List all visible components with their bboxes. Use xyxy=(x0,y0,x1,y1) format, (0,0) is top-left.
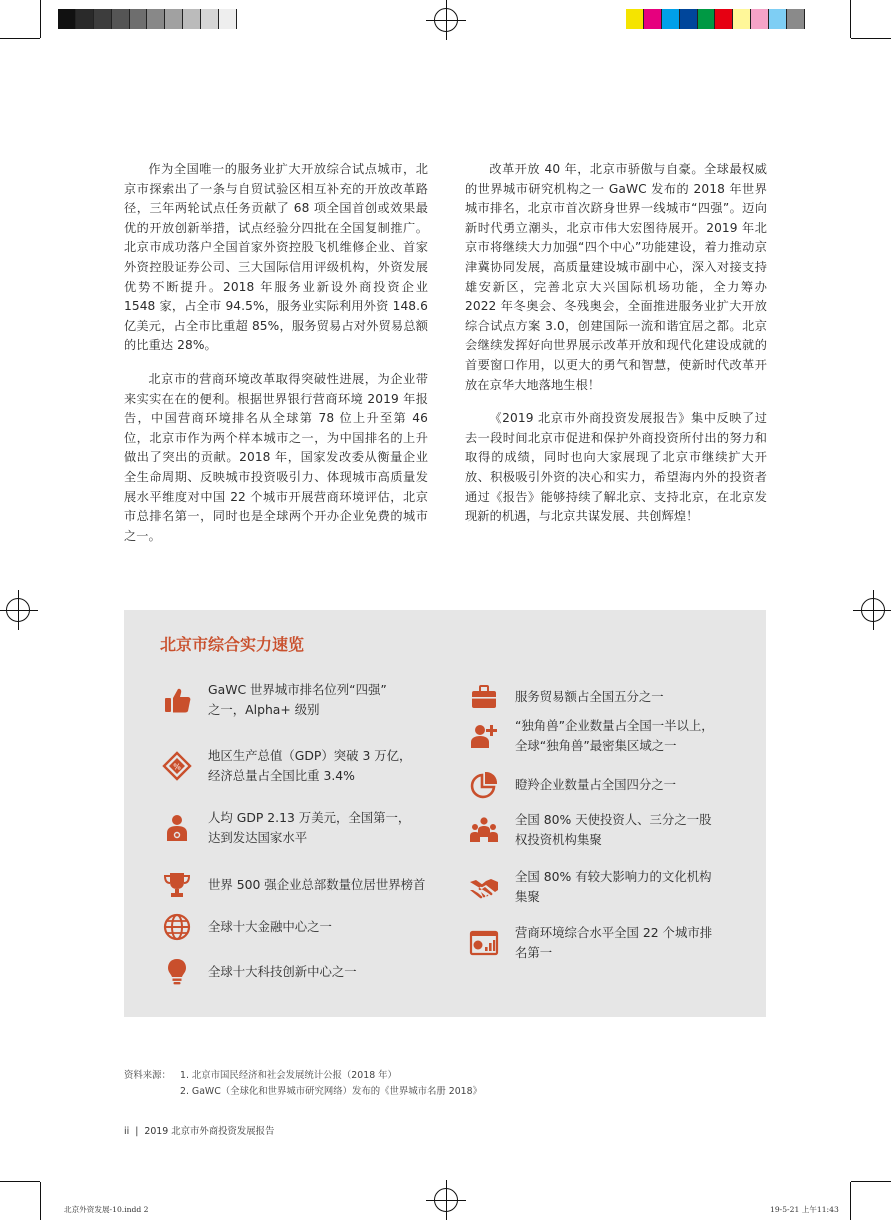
cmyk-color-bar xyxy=(626,9,805,29)
color-swatch xyxy=(626,9,644,29)
fact-line: 之一，Alpha+ 级别 xyxy=(208,702,320,717)
gdp-tag-icon xyxy=(160,749,194,783)
color-swatch xyxy=(183,9,201,29)
fact-item xyxy=(467,768,676,802)
pie-chart-icon xyxy=(467,768,501,802)
fact-line: 集聚 xyxy=(515,889,540,904)
fact-item xyxy=(160,808,410,848)
lightbulb-icon xyxy=(160,955,194,989)
fact-item xyxy=(467,680,664,714)
right-text-column xyxy=(465,160,767,541)
globe-icon xyxy=(160,910,194,944)
registration-mark-bottom xyxy=(434,1188,458,1212)
color-swatch xyxy=(698,9,716,29)
registration-mark-top xyxy=(434,8,458,32)
fact-line: 全国 80% 有较大影响力的文化机构 xyxy=(515,869,712,884)
color-swatch xyxy=(680,9,698,29)
fact-line: 名第一 xyxy=(515,945,553,960)
page-footer xyxy=(124,1123,274,1137)
fact-line: GaWC 世界城市排名位列“四强” xyxy=(208,682,387,697)
fact-line: 世界 500 强企业总部数量位居世界榜首 xyxy=(208,877,426,892)
fact-line: 瞪羚企业数量占全国四分之一 xyxy=(515,777,677,792)
fact-text xyxy=(515,716,714,756)
print-slug-file: 北京外资发展-10.indd 2 xyxy=(64,1205,149,1214)
fact-line: 达到发达国家水平 xyxy=(208,830,308,845)
fact-item xyxy=(160,868,425,902)
color-swatch xyxy=(147,9,165,29)
print-slug-timestamp: 19-5-21 上午11:43 xyxy=(770,1205,839,1214)
fact-item xyxy=(160,910,332,944)
briefcase-icon xyxy=(467,680,501,714)
fact-text xyxy=(208,680,387,720)
fact-line: 全球十大金融中心之一 xyxy=(208,919,332,934)
paragraph-report-summary: 《2019 北京市外商投资发展报告》集中反映了过去一段时间北京市促进和保护外商投资所付出的努力和取得的成绩，同时也向大家展现了北京市继续扩大开放、积极吸引外资的决心和实力，希望海内外的投资者通过《报告》能够持续了解北京、支持北京，在北京发现新的机遇，与北京共谋发展、共创辉煌！ xyxy=(465,411,767,524)
color-swatch xyxy=(715,9,733,29)
trophy-icon xyxy=(160,868,194,902)
paragraph-reform-40-years: 改革开放 40 年，北京市骄傲与自豪。全球最权威的世界城市研究机构之一 GaWC 发布的 2018 年世界城市排名，北京市首次跻身世界一线城市“四强”。迈向新时代勇立潮头，北京市伟大宏图待展开。2019 年北京市将继续大力加强“四个中心”功能建设，着力推动京津冀协同发展，高质量建设城市副中心，深入对接支持雄安新区，完善北京大兴国际机场功能，全力筹办 2022 年冬奥会、冬残奥会，全面推进服务业扩大开放综合试点方案 3.0，创建国际一流和谐宜居之都。北京会继续发挥好向世界展示改革开放和现代化建设成就的首要窗口作用，以更大的勇气和智慧，使新时代改革开放在京华大地落地生根！ xyxy=(465,162,767,392)
investors-group-icon xyxy=(467,813,501,847)
color-swatch xyxy=(219,9,237,29)
fact-text xyxy=(208,917,332,937)
fact-text xyxy=(515,923,712,963)
fact-line: 人均 GDP 2.13 万美元，全国第一， xyxy=(208,810,411,825)
fact-item xyxy=(467,810,712,850)
fact-text xyxy=(515,775,676,795)
fact-line: 全国 80% 天使投资人、三分之一股 xyxy=(515,812,712,827)
source-item-1: 1. 北京市国民经济和社会发展统计公报（2018 年） xyxy=(180,1070,397,1081)
fact-item xyxy=(467,867,712,907)
fact-item xyxy=(160,955,357,989)
color-swatch xyxy=(769,9,787,29)
paragraph-pilot-city: 作为全国唯一的服务业扩大开放综合试点城市，北京市探索出了一条与自贸试验区相互补充的开放改革路径，三年两轮试点任务贡献了 68 项全国首创或效果最优的开放创新举措，试点经验分四批在全国复制推广。北京市成功落户全国首家外资控股飞机维修企业、首家外资控股证券公司、三大国际信用评级机构，外资发展优势不断提升。2018 年服务业新设外商投资企业 1548 家，占全市 94.5%，服务业实际利用外资 148.6 亿美元，占全市比重超 85%，服务贸易占对外贸易总额的比重达 28%。 xyxy=(124,162,428,353)
panel-title: 北京市综合实力速览 xyxy=(160,635,305,654)
paragraph-business-environment: 北京市的营商环境改革取得突破性进展，为企业带来实实在在的便利。根据世界银行营商环境 2019 年报告，中国营商环境排名从全球第 78 位上升至第 46 位，北京市作为两个样本城市之一，为中国排名的上升做出了突出的贡献。2018 年，国家发改委从衡量企业全生命周期、反映城市投资吸引力、体现城市高质量发展水平维度对中国 22 个城市开展营商环境评估，北京市总排名第一，同时也是全球两个开办企业免费的城市之一。 xyxy=(124,371,428,543)
fact-line: 权投资机构集聚 xyxy=(515,832,602,847)
handshake-icon xyxy=(467,870,501,904)
color-swatch xyxy=(733,9,751,29)
fact-text xyxy=(515,867,712,907)
fact-line: 全球十大科技创新中心之一 xyxy=(208,964,357,979)
fact-line: 全球“独角兽”最密集区域之一 xyxy=(515,738,677,753)
fact-item xyxy=(160,746,411,786)
color-swatch xyxy=(130,9,148,29)
fact-line: 经济总量占全国比重 3.4% xyxy=(208,768,355,783)
color-swatch xyxy=(201,9,219,29)
color-swatch xyxy=(662,9,680,29)
medal-person-icon xyxy=(160,811,194,845)
fact-text xyxy=(208,875,425,895)
add-user-icon xyxy=(467,719,501,753)
report-chart-icon xyxy=(467,926,501,960)
left-text-column xyxy=(124,160,428,560)
strength-overview-panel xyxy=(124,610,766,1017)
color-swatch xyxy=(644,9,662,29)
color-swatch xyxy=(165,9,183,29)
fact-text xyxy=(208,962,357,982)
thumbs-up-icon xyxy=(160,683,194,717)
gray-color-bar xyxy=(58,9,237,29)
fact-line: 营商环境综合水平全国 22 个城市排 xyxy=(515,925,713,940)
fact-item xyxy=(467,923,712,963)
registration-mark-right xyxy=(861,598,885,622)
fact-item xyxy=(467,716,714,756)
fact-item xyxy=(160,680,387,720)
footer-title: 2019 北京市外商投资发展报告 xyxy=(144,1126,275,1137)
source-item-2: 2. GaWC（全球化和世界城市研究网络）发布的《世界城市名册 2018》 xyxy=(180,1086,482,1097)
fact-text xyxy=(208,808,410,848)
fact-text xyxy=(515,810,712,850)
fact-line: 地区生产总值（GDP）突破 3 万亿， xyxy=(208,748,412,763)
sources-label: 资料来源： xyxy=(124,1070,171,1081)
page-number: ii xyxy=(124,1126,130,1137)
color-swatch xyxy=(94,9,112,29)
fact-text xyxy=(208,746,411,786)
color-swatch xyxy=(112,9,130,29)
color-swatch xyxy=(787,9,805,29)
color-swatch xyxy=(76,9,94,29)
registration-mark-left xyxy=(6,598,30,622)
color-swatch xyxy=(58,9,76,29)
svg-text:%: % xyxy=(173,762,181,772)
footer-separator: | xyxy=(135,1126,139,1137)
fact-line: “独角兽”企业数量占全国一半以上， xyxy=(515,718,714,733)
fact-text xyxy=(515,687,664,707)
fact-line: 服务贸易额占全国五分之一 xyxy=(515,689,664,704)
color-swatch xyxy=(751,9,769,29)
sources xyxy=(124,1068,482,1100)
